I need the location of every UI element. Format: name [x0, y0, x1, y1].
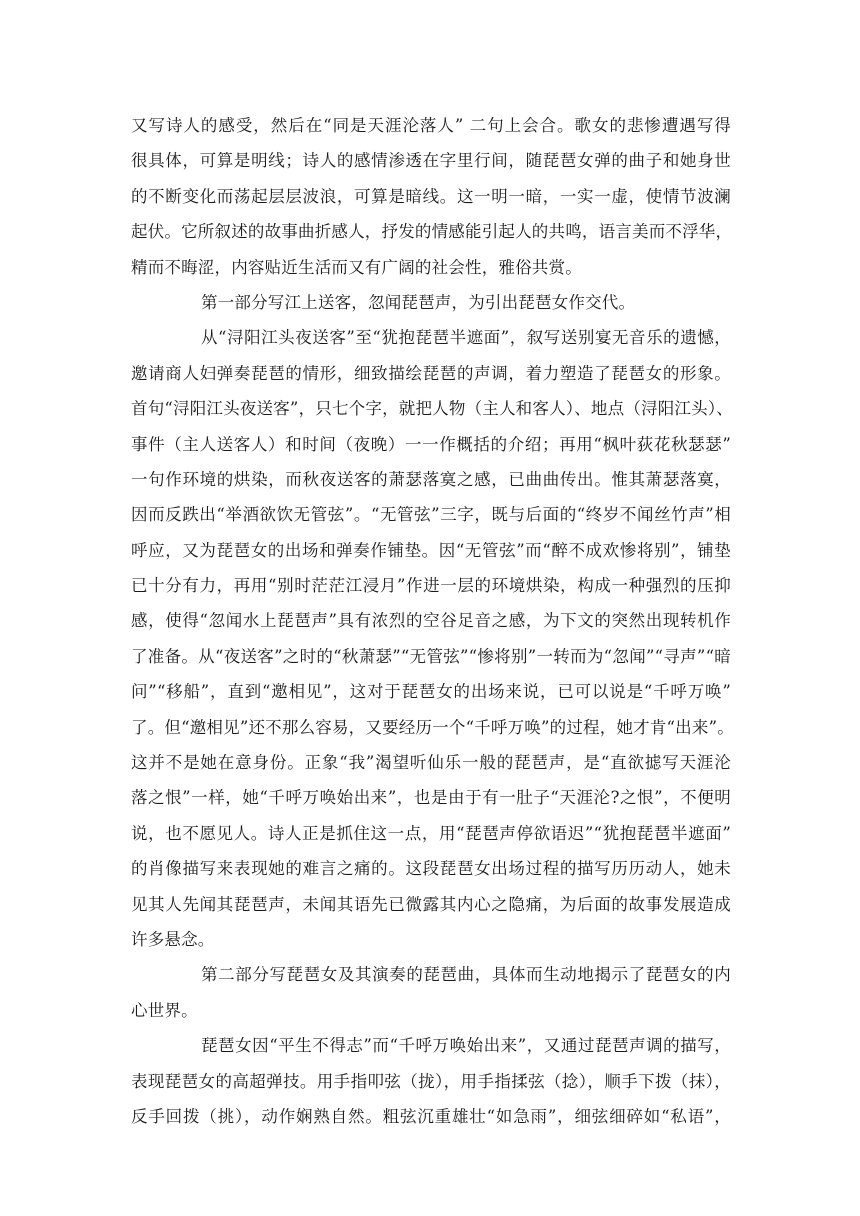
- text-line: 很具体，可算是明线；诗人的感情渗透在字里行间，随琵琶女弹的曲子和她身世: [131, 151, 731, 171]
- text-line: 反手回拨（挑），动作娴熟自然。粗弦沉重雄壮“如急雨”，细弦细碎如“私语”，: [131, 1106, 731, 1126]
- text-line: 事件（主人送客人）和时间（夜晚）一一作概括的介绍；再用“枫叶荻花秋瑟瑟”: [131, 434, 731, 454]
- paragraph: [131, 1028, 731, 1134]
- text-line: 感，使得“忽闻水上琵琶声”具有浓烈的空谷足音之感，为下文的突然出现转机作: [131, 611, 731, 631]
- text-line: 第一部分写江上送客，忽闻琵琶声，为引出琵琶女作交代。: [201, 292, 636, 312]
- text-line: 精而不晦涩，内容贴近生活而又有广阔的社会性，雅俗共赏。: [131, 257, 582, 277]
- text-line: 从“浔阳江头夜送客”至“犹抱琵琶半遮面”，叙写送别宴无音乐的遗憾，: [201, 328, 731, 348]
- text-line: 问”“移船”，直到“邀相见”，这对于琵琶女的出场来说，已可以说是“千呼万唤”: [131, 682, 731, 702]
- paragraph: [131, 957, 731, 1028]
- text-line: 又写诗人的感受，然后在“同是天涯沦落人” 二句上会合。歌女的悲惨遭遇写得: [131, 116, 731, 135]
- text-line: 首句“浔阳江头夜送客”，只七个字，就把人物（主人和客人）、地点（浔阳江头）、: [131, 399, 733, 419]
- text-line: 了。但“邀相见”还不那么容易，又要经历一个“千呼万唤”的过程，她才肯“出来”。: [131, 717, 734, 737]
- text-line: 起伏。它所叙述的故事曲折感人，抒发的情感能引起人的共鸣，语言美而不浮华，: [131, 222, 733, 242]
- text-line: 第二部分写琵琶女及其演奏的琵琶曲，具体而生动地揭示了琵琶女的内: [201, 965, 731, 985]
- text-line: 邀请商人妇弹奏琵琶的情形，细致描绘琵琶的声调，着力塑造了琵琶女的形象。: [131, 363, 731, 383]
- document-body: [131, 108, 734, 1134]
- text-line: 心世界。: [131, 1000, 198, 1020]
- text-line: 表现琵琶女的高超弹技。用手指叩弦（拢），用手指揉弦（捻），顺手下拨（抹），: [131, 1071, 731, 1091]
- text-line: 见其人先闻其琵琶声，未闻其语先已微露其内心之隐痛，为后面的故事发展造成: [131, 894, 731, 914]
- paragraph: [131, 108, 731, 285]
- paragraph: [131, 285, 731, 320]
- text-line: 的不断变化而荡起层层波浪，可算是暗线。这一明一暗，一实一虚，使情节波澜: [131, 186, 731, 206]
- text-line: 了准备。从“夜送客”之时的“秋萧瑟”“无管弦”“惨将别”一转而为“忽闻”“寻声”“暗: [131, 646, 731, 666]
- text-line: 因而反跌出“举酒欲饮无管弦”。“无管弦”三字，既与后面的“终岁不闻丝竹声”相: [131, 505, 731, 525]
- text-line: 一句作环境的烘染，而秋夜送客的萧瑟落寞之感，已曲曲传出。惟其萧瑟落寞，: [131, 469, 731, 489]
- text-line: 琵琶女因“平生不得志”而“千呼万唤始出来”，又通过琵琶声调的描写，: [201, 1036, 731, 1056]
- text-line: 已十分有力，再用“别时茫茫江浸月”作进一层的环境烘染，构成一种强烈的压抑: [131, 576, 731, 596]
- text-line: 的肖像描写来表现她的难言之痛的。这段琵琶女出场过程的描写历历动人，她未: [131, 859, 731, 879]
- text-line: 这并不是她在意身份。正象“我”渴望听仙乐一般的琵琶声，是“直欲摅写天涯沦: [131, 753, 731, 773]
- text-line: 落之恨”一样，她“千呼万唤始出来”，也是由于有一肚子“天涯沦?之恨”，不便明: [131, 788, 731, 808]
- text-line: 许多悬念。: [131, 929, 215, 949]
- text-line: 呼应，又为琵琶女的出场和弹奏作铺垫。因“无管弦”而“醉不成欢惨将别”，铺垫: [131, 540, 731, 560]
- paragraph: [131, 320, 734, 957]
- text-line: 说，也不愿见人。诗人正是抓住这一点，用“琵琶声停欲语迟”“犹抱琵琶半遮面”: [131, 823, 731, 843]
